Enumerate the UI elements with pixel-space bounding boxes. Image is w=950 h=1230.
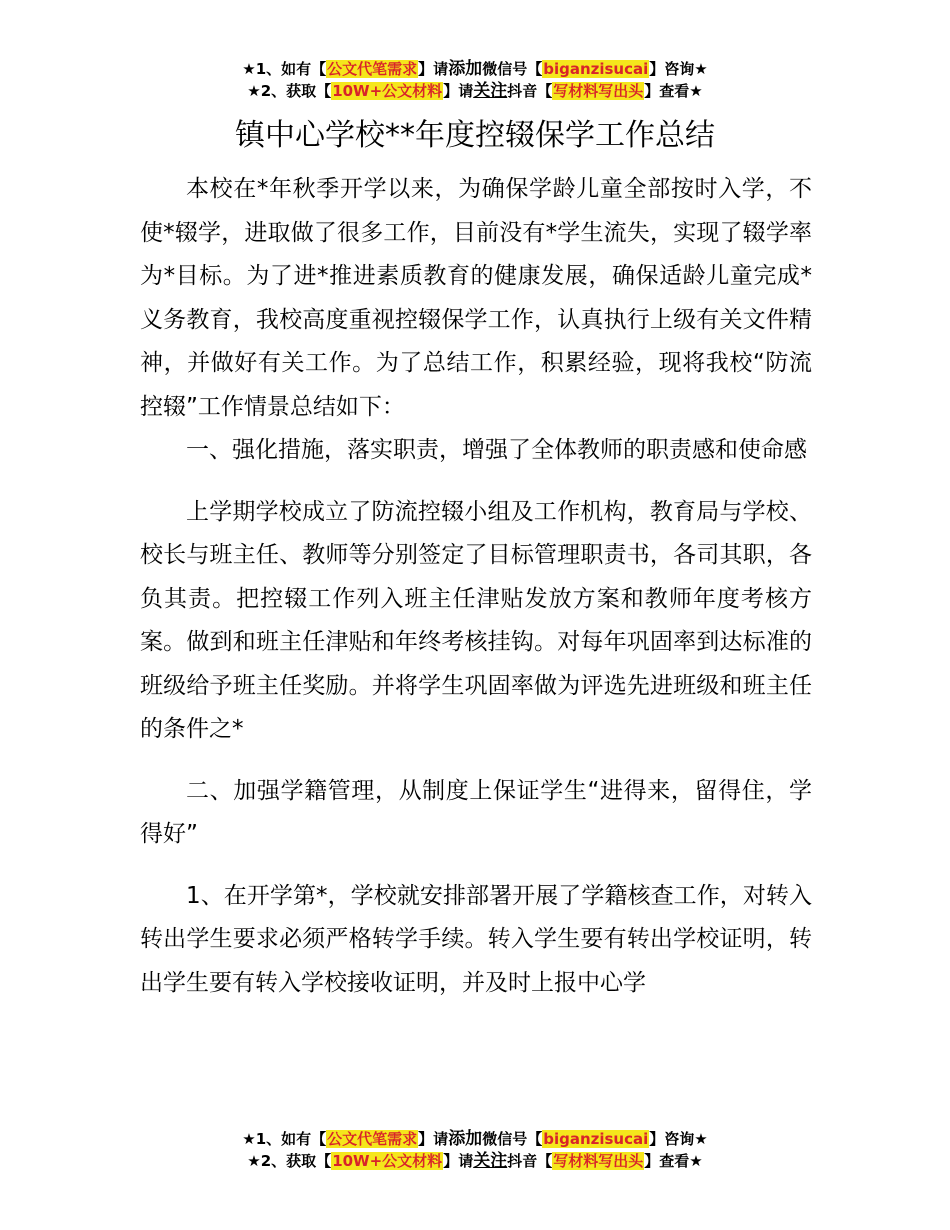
banner-text: 】请	[418, 60, 449, 78]
highlight-douyin-id: 写材料写出头	[553, 82, 644, 100]
banner-text: 】请	[443, 82, 474, 100]
top-banner	[0, 58, 950, 102]
banner-text: 】查看★	[644, 1152, 703, 1170]
banner-text: 抖音【	[507, 82, 553, 100]
highlight-wechat-id: biganzisucai	[543, 1130, 649, 1148]
banner-emphasis: 添加	[448, 59, 483, 79]
banner-text: 】咨询★	[649, 60, 708, 78]
banner-text: 微信号【	[482, 1130, 543, 1148]
banner-line-2	[0, 80, 950, 102]
highlight-service: 公文代笔需求	[327, 60, 418, 78]
highlight-materials: 10W+公文材料	[332, 1152, 443, 1170]
banner-text: ★1、如有【	[242, 1130, 327, 1148]
document-title: 镇中心学校**年度控辍保学工作总结	[235, 118, 715, 153]
section-heading-2: 二、加强学籍管理，从制度上保证学生“进得来，留得住，学得好”	[140, 777, 812, 847]
banner-text: ★2、获取【	[247, 1152, 332, 1170]
banner-line-1	[0, 1128, 950, 1150]
banner-emphasis: 关注	[473, 81, 508, 101]
highlight-service: 公文代笔需求	[327, 1130, 418, 1148]
banner-text: ★2、获取【	[247, 82, 332, 100]
banner-emphasis: 添加	[448, 1129, 483, 1149]
banner-text: ★1、如有【	[242, 60, 327, 78]
paragraph-section-1: 上学期学校成立了防流控辍小组及工作机构，教育局与学校、校长与班主任、教师等分别签定了目标管理职责书，各司其职，各负其责。把控辍工作列入班主任津贴发放方案和教师年度考核方案。做到和班主任津贴和年终考核挂钩。对每年巩固率到达标准的班级给予班主任奖励。并将学生巩固率做为评选先进班级和班主任的条件之*	[140, 498, 812, 742]
banner-line-2	[0, 1150, 950, 1172]
document-body	[140, 168, 812, 1005]
section-heading-1: 一、强化措施，落实职责，增强了全体教师的职责感和使命感	[186, 437, 807, 463]
banner-text: 】咨询★	[649, 1130, 708, 1148]
highlight-materials: 10W+公文材料	[332, 82, 443, 100]
paragraph-intro: 本校在*年秋季开学以来，为确保学龄儿童全部按时入学，不使*辍学，进取做了很多工作，目前没有*学生流失，实现了辍学率为*目标。为了进*推进素质教育的健康发展，确保适龄儿童完成*义务教育，我校高度重视控辍保学工作，认真执行上级有关文件精神，并做好有关工作。为了总结工作，积累经验，现将我校“防流控辍”工作情景总结如下：	[140, 176, 812, 420]
banner-text: 抖音【	[507, 1152, 553, 1170]
highlight-douyin-id: 写材料写出头	[553, 1152, 644, 1170]
paragraph-item-1: 1、在开学第*，学校就安排部署开展了学籍核查工作，对转入转出学生要求必须严格转学手续。转入学生要有转出学校证明，转出学生要有转入学校接收证明，并及时上报中心学	[140, 882, 812, 996]
banner-text: 微信号【	[482, 60, 543, 78]
banner-text: 】查看★	[644, 82, 703, 100]
banner-emphasis: 关注	[473, 1151, 508, 1171]
highlight-wechat-id: biganzisucai	[543, 60, 649, 78]
bottom-banner	[0, 1128, 950, 1172]
banner-text: 】请	[418, 1130, 449, 1148]
banner-line-1	[0, 58, 950, 80]
banner-text: 】请	[443, 1152, 474, 1170]
